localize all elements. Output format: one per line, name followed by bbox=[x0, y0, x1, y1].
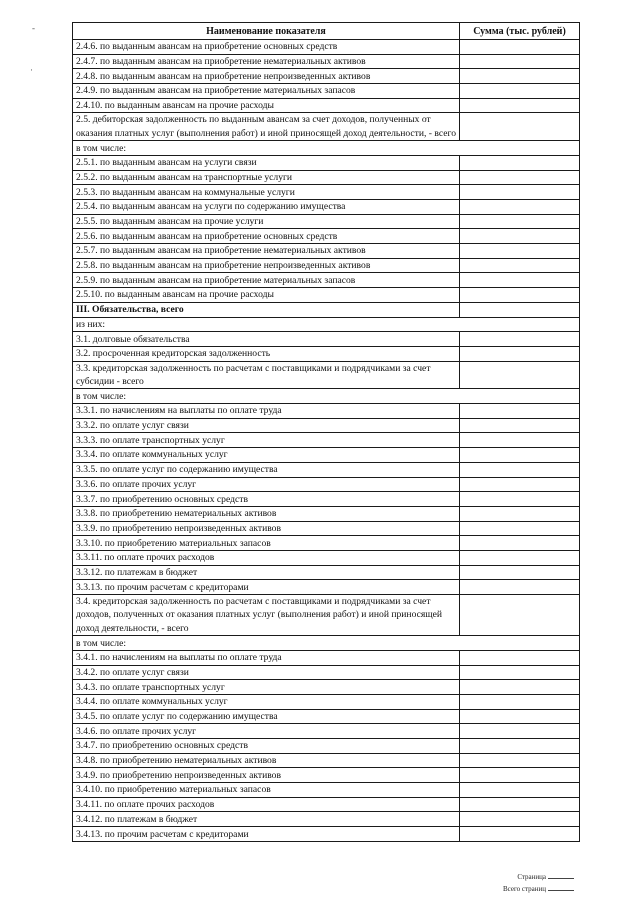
sum-cell[interactable] bbox=[460, 214, 580, 229]
indicator-name-cell: 3.3.10. по приобретению материальных запасов bbox=[73, 536, 460, 551]
sum-cell[interactable] bbox=[460, 783, 580, 798]
table-body bbox=[73, 40, 580, 842]
table-row bbox=[73, 170, 580, 185]
sum-cell[interactable] bbox=[460, 580, 580, 595]
indicator-name-cell: 3.3.9. по приобретению непроизведенных активов bbox=[73, 521, 460, 536]
indicator-name-cell: 3.4.7. по приобретению основных средств bbox=[73, 739, 460, 754]
indicator-name-cell: 3.3.6. по оплате прочих услуг bbox=[73, 477, 460, 492]
table-row bbox=[73, 812, 580, 827]
sum-cell[interactable] bbox=[460, 98, 580, 113]
indicator-name-cell: 3.2. просроченная кредиторская задолженность bbox=[73, 346, 460, 361]
table-row bbox=[73, 404, 580, 419]
indicator-name-cell: 2.5.1. по выданным авансам на услуги связи bbox=[73, 155, 460, 170]
table-row bbox=[73, 665, 580, 680]
indicator-name-cell: 2.5.7. по выданным авансам на приобретение нематериальных активов bbox=[73, 244, 460, 259]
sum-cell[interactable] bbox=[460, 244, 580, 259]
indicator-name-cell: 3.4.11. по оплате прочих расходов bbox=[73, 797, 460, 812]
sum-cell[interactable] bbox=[460, 739, 580, 754]
sum-cell[interactable] bbox=[460, 550, 580, 565]
table-row bbox=[73, 54, 580, 69]
indicator-name-cell: 3.4.8. по приобретению нематериальных активов bbox=[73, 753, 460, 768]
header-sum: Сумма (тыс. рублей) bbox=[460, 23, 580, 40]
indicator-name-cell: 3.4.12. по платежам в бюджет bbox=[73, 812, 460, 827]
sum-cell[interactable] bbox=[460, 69, 580, 84]
sum-cell[interactable] bbox=[460, 680, 580, 695]
sum-cell[interactable] bbox=[460, 665, 580, 680]
table-row bbox=[73, 797, 580, 812]
sum-cell[interactable] bbox=[460, 200, 580, 215]
indicator-name-cell: 2.5. дебиторская задолженность по выданным авансам за счет доходов, полученных от оказания платных услуг (выполнения работ) и иной приносящей доход деятельности, - всего bbox=[73, 113, 460, 141]
table-row bbox=[73, 680, 580, 695]
sum-cell[interactable] bbox=[460, 536, 580, 551]
sum-cell[interactable] bbox=[460, 361, 580, 389]
table-row bbox=[73, 141, 580, 156]
indicator-name-cell: в том числе: bbox=[73, 636, 580, 651]
indicator-name-cell: 2.5.3. по выданным авансам на коммунальные услуги bbox=[73, 185, 460, 200]
table-row bbox=[73, 40, 580, 55]
page-number-label: Страница bbox=[517, 873, 546, 881]
page-footer-total bbox=[503, 885, 574, 894]
table-header-row bbox=[73, 23, 580, 40]
table-row bbox=[73, 244, 580, 259]
sum-cell[interactable] bbox=[460, 595, 580, 636]
table-row bbox=[73, 492, 580, 507]
table-row bbox=[73, 565, 580, 580]
table-row bbox=[73, 580, 580, 595]
table-row bbox=[73, 506, 580, 521]
indicator-name-cell: 2.4.6. по выданным авансам на приобретение основных средств bbox=[73, 40, 460, 55]
sum-cell[interactable] bbox=[460, 418, 580, 433]
table-row bbox=[73, 650, 580, 665]
sum-cell[interactable] bbox=[460, 477, 580, 492]
table-row bbox=[73, 361, 580, 389]
sum-cell[interactable] bbox=[460, 827, 580, 842]
indicator-name-cell: 2.4.8. по выданным авансам на приобретение непроизведенных активов bbox=[73, 69, 460, 84]
sum-cell[interactable] bbox=[460, 185, 580, 200]
indicator-name-cell: 3.4. кредиторская задолженность по расчетам с поставщиками и подрядчиками за счет доходов, полученных от оказания платных услуг (выполнения работ) и иной приносящей доход деятельности, - всего bbox=[73, 595, 460, 636]
sum-cell[interactable] bbox=[460, 40, 580, 55]
table-row bbox=[73, 332, 580, 347]
indicator-name-cell: 3.1. долговые обязательства bbox=[73, 332, 460, 347]
table-row bbox=[73, 273, 580, 288]
sum-cell[interactable] bbox=[460, 448, 580, 463]
indicator-name-cell: 2.5.9. по выданным авансам на приобретение материальных запасов bbox=[73, 273, 460, 288]
sum-cell[interactable] bbox=[460, 258, 580, 273]
indicator-name-cell: 3.3.3. по оплате транспортных услуг bbox=[73, 433, 460, 448]
sum-cell[interactable] bbox=[460, 404, 580, 419]
indicator-name-cell: 3.3.4. по оплате коммунальных услуг bbox=[73, 448, 460, 463]
indicator-name-cell: 2.5.8. по выданным авансам на приобретение непроизведенных активов bbox=[73, 258, 460, 273]
sum-cell[interactable] bbox=[460, 506, 580, 521]
sum-cell[interactable] bbox=[460, 812, 580, 827]
sum-cell[interactable] bbox=[460, 565, 580, 580]
page-footer bbox=[517, 873, 574, 882]
indicator-name-cell: 3.4.4. по оплате коммунальных услуг bbox=[73, 694, 460, 709]
table-row bbox=[73, 229, 580, 244]
table-row bbox=[73, 433, 580, 448]
indicator-name-cell: 3.3.11. по оплате прочих расходов bbox=[73, 550, 460, 565]
indicator-name-cell: в том числе: bbox=[73, 141, 580, 156]
table-row bbox=[73, 346, 580, 361]
table-row bbox=[73, 768, 580, 783]
indicator-name-cell: 2.5.6. по выданным авансам на приобретение основных средств bbox=[73, 229, 460, 244]
table-row bbox=[73, 739, 580, 754]
table-row bbox=[73, 694, 580, 709]
indicator-name-cell: 3.4.13. по прочим расчетам с кредиторами bbox=[73, 827, 460, 842]
table-row bbox=[73, 448, 580, 463]
indicator-name-cell: 3.3.2. по оплате услуг связи bbox=[73, 418, 460, 433]
indicator-name-cell: 3.3.1. по начислениям на выплаты по оплате труда bbox=[73, 404, 460, 419]
table-row bbox=[73, 724, 580, 739]
indicator-name-cell: 3.3.5. по оплате услуг по содержанию имущества bbox=[73, 462, 460, 477]
indicator-name-cell: 2.4.10. по выданным авансам на прочие расходы bbox=[73, 98, 460, 113]
indicator-name-cell: 3.3.13. по прочим расчетам с кредиторами bbox=[73, 580, 460, 595]
table-row bbox=[73, 418, 580, 433]
table-row bbox=[73, 258, 580, 273]
sum-cell[interactable] bbox=[460, 84, 580, 99]
table-row bbox=[73, 288, 580, 303]
table-row bbox=[73, 636, 580, 651]
table-row bbox=[73, 536, 580, 551]
table-row bbox=[73, 214, 580, 229]
sum-cell[interactable] bbox=[460, 433, 580, 448]
indicator-name-cell: III. Обязательства, всего bbox=[73, 302, 460, 317]
sum-cell[interactable] bbox=[460, 492, 580, 507]
indicator-name-cell: 3.3.7. по приобретению основных средств bbox=[73, 492, 460, 507]
indicator-name-cell: 3.4.10. по приобретению материальных запасов bbox=[73, 783, 460, 798]
sum-cell[interactable] bbox=[460, 650, 580, 665]
table-row bbox=[73, 113, 580, 141]
table-row bbox=[73, 200, 580, 215]
table-row bbox=[73, 317, 580, 332]
table-row bbox=[73, 477, 580, 492]
indicator-name-cell: 2.4.7. по выданным авансам на приобретение нематериальных активов bbox=[73, 54, 460, 69]
indicator-name-cell: 3.4.9. по приобретению непроизведенных активов bbox=[73, 768, 460, 783]
indicator-name-cell: 3.4.3. по оплате транспортных услуг bbox=[73, 680, 460, 695]
total-pages-label: Всего страниц bbox=[502, 885, 546, 893]
table-row bbox=[73, 185, 580, 200]
sum-cell[interactable] bbox=[460, 170, 580, 185]
indicator-name-cell: 3.4.6. по оплате прочих услуг bbox=[73, 724, 460, 739]
sum-cell[interactable] bbox=[460, 54, 580, 69]
indicator-name-cell: 2.5.5. по выданным авансам на прочие услуги bbox=[73, 214, 460, 229]
indicator-name-cell: 2.5.10. по выданным авансам на прочие расходы bbox=[73, 288, 460, 303]
sum-cell[interactable] bbox=[460, 768, 580, 783]
sum-cell[interactable] bbox=[460, 288, 580, 303]
indicator-name-cell: 2.5.2. по выданным авансам на транспортные услуги bbox=[73, 170, 460, 185]
sum-cell[interactable] bbox=[460, 332, 580, 347]
sum-cell[interactable] bbox=[460, 462, 580, 477]
sum-cell[interactable] bbox=[460, 724, 580, 739]
table-row bbox=[73, 753, 580, 768]
scan-mark: - bbox=[32, 23, 35, 33]
table-row bbox=[73, 709, 580, 724]
indicator-name-cell: 3.3. кредиторская задолженность по расчетам с поставщиками и подрядчиками за счет субсидии - всего bbox=[73, 361, 460, 389]
indicators-table bbox=[72, 22, 580, 842]
table-row bbox=[73, 84, 580, 99]
indicator-name-cell: 3.4.5. по оплате услуг по содержанию имущества bbox=[73, 709, 460, 724]
indicator-name-cell: в том числе: bbox=[73, 389, 580, 404]
indicator-name-cell: 3.4.2. по оплате услуг связи bbox=[73, 665, 460, 680]
sum-cell[interactable] bbox=[460, 709, 580, 724]
indicator-name-cell: 3.3.12. по платежам в бюджет bbox=[73, 565, 460, 580]
sum-cell[interactable] bbox=[460, 797, 580, 812]
indicator-name-cell: 3.3.8. по приобретению нематериальных активов bbox=[73, 506, 460, 521]
sum-cell[interactable] bbox=[460, 302, 580, 317]
sum-cell[interactable] bbox=[460, 155, 580, 170]
table-row bbox=[73, 595, 580, 636]
indicator-name-cell: 2.4.9. по выданным авансам на приобретение материальных запасов bbox=[73, 84, 460, 99]
sum-cell[interactable] bbox=[460, 694, 580, 709]
table-row bbox=[73, 155, 580, 170]
header-indicator-name: Наименование показателя bbox=[73, 23, 460, 40]
table-row bbox=[73, 462, 580, 477]
indicator-name-cell: 3.4.1. по начислениям на выплаты по оплате труда bbox=[73, 650, 460, 665]
table-row bbox=[73, 827, 580, 842]
sum-cell[interactable] bbox=[460, 273, 580, 288]
table-row bbox=[73, 389, 580, 404]
table-row bbox=[73, 783, 580, 798]
sum-cell[interactable] bbox=[460, 346, 580, 361]
sum-cell[interactable] bbox=[460, 229, 580, 244]
indicator-name-cell: 2.5.4. по выданным авансам на услуги по содержанию имущества bbox=[73, 200, 460, 215]
sum-cell[interactable] bbox=[460, 753, 580, 768]
sum-cell[interactable] bbox=[460, 113, 580, 141]
table-row bbox=[73, 521, 580, 536]
table-row bbox=[73, 98, 580, 113]
table-row bbox=[73, 69, 580, 84]
sum-cell[interactable] bbox=[460, 521, 580, 536]
total-pages-field[interactable] bbox=[548, 890, 574, 891]
page-number-field[interactable] bbox=[548, 878, 574, 879]
table-row bbox=[73, 550, 580, 565]
scan-mark: · bbox=[30, 65, 33, 75]
table-row bbox=[73, 302, 580, 317]
indicator-name-cell: из них: bbox=[73, 317, 580, 332]
